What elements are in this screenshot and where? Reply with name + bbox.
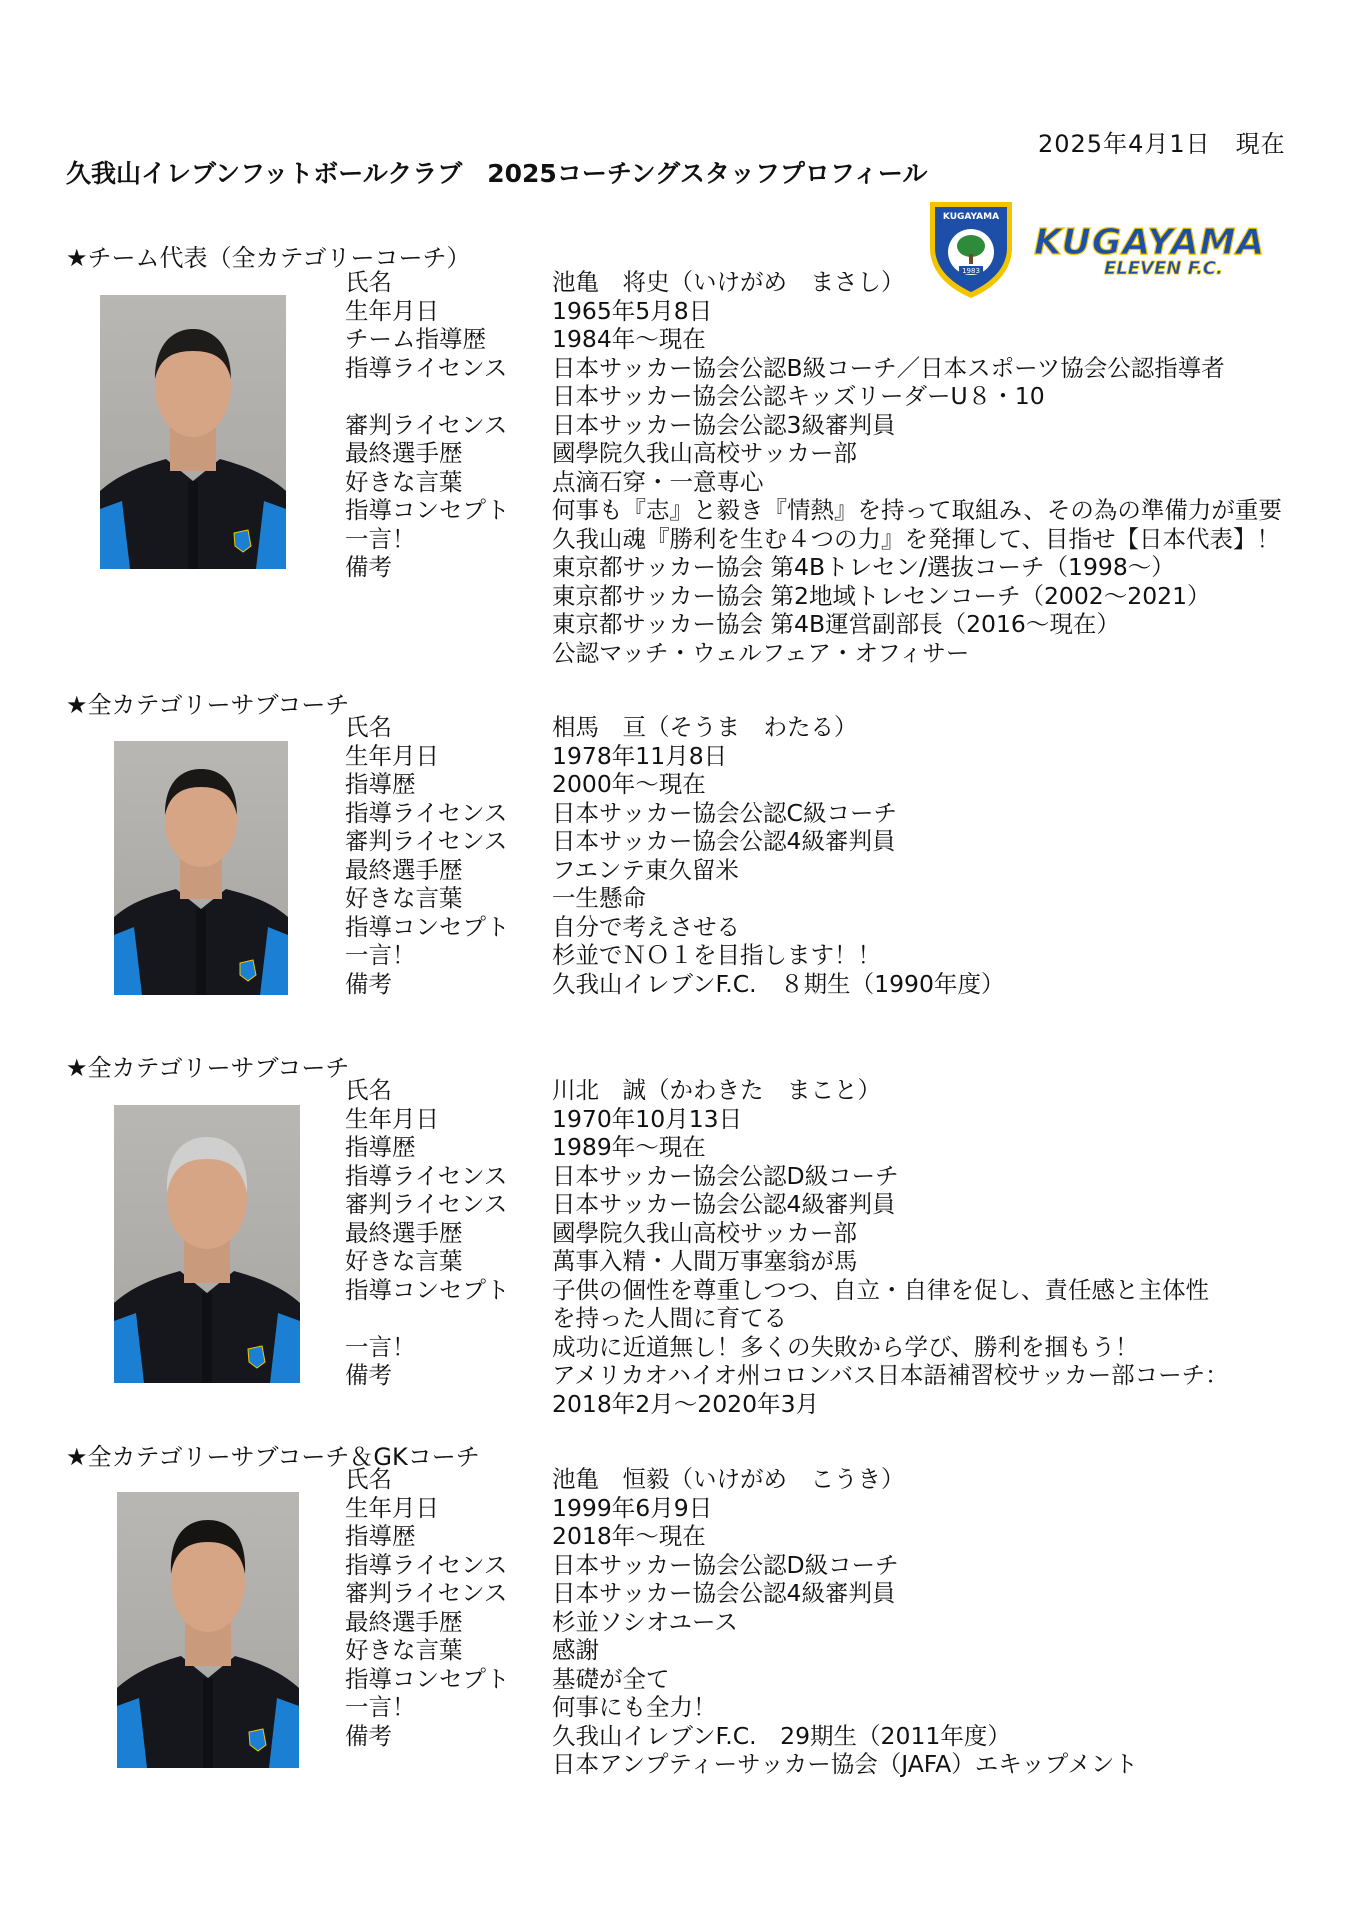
row-value: 一生懸命 [552, 884, 646, 912]
row-label: 審判ライセンス [345, 410, 508, 439]
row-value: 2018年～現在 [552, 1522, 706, 1550]
row-value: 日本サッカー協会公認4級審判員 [552, 1579, 896, 1607]
row-label: 最終選手歴 [345, 439, 463, 467]
row-value: 東京都サッカー協会 第4Bトレセン/選抜コーチ（1998～） [552, 553, 1175, 581]
row-label: 指導コンセプト [345, 1664, 510, 1693]
page-title: 久我山イレブンフットボールクラブ 2025コーチングスタッフプロフィール [66, 159, 928, 188]
svg-text:KUGAYAMA: KUGAYAMA [942, 212, 1000, 222]
row-value: 1999年6月9日 [552, 1493, 713, 1522]
section-heading: ★全カテゴリーサブコーチ [66, 691, 350, 719]
row-label: 氏名 [345, 1076, 392, 1104]
row-label: 指導ライセンス [345, 353, 508, 382]
row-label: 指導ライセンス [345, 1550, 508, 1579]
section-heading: ★チーム代表（全カテゴリーコーチ） [66, 244, 471, 272]
row-label: 生年月日 [345, 1493, 439, 1522]
row-label: 生年月日 [345, 1104, 439, 1133]
section-heading: ★全カテゴリーサブコーチ＆GKコーチ [66, 1443, 480, 1471]
row-value: 日本サッカー協会公認B級コーチ／日本スポーツ協会公認指導者 [552, 353, 1225, 382]
row-value: フエンテ東久留米 [552, 855, 739, 884]
row-value: 東京都サッカー協会 第2地域トレセンコーチ（2002～2021） [552, 581, 1211, 610]
row-value: 子供の個性を尊重しつつ、自立・自律を促し、責任感と主体性 [552, 1275, 1210, 1304]
row-label: 指導歴 [345, 770, 416, 798]
row-label: 氏名 [345, 268, 392, 296]
row-label: 氏名 [345, 1465, 392, 1493]
row-value: 日本アンプティーサッカー協会（JAFA）エキップメント [552, 1750, 1138, 1778]
row-label: 最終選手歴 [345, 855, 463, 884]
svg-text:KUGAYAMA: KUGAYAMA [1034, 222, 1266, 263]
row-value: 1984年～現在 [552, 325, 706, 353]
row-value: 日本サッカー協会公認D級コーチ [552, 1550, 899, 1579]
svg-text:1983: 1983 [962, 267, 980, 275]
row-value: 公認マッチ・ウェルフェア・オフィサー [552, 638, 970, 667]
row-value: 萬事入精・人間万事塞翁が馬 [552, 1247, 858, 1275]
row-value: 1978年11月8日 [552, 741, 728, 770]
row-label: 好きな言葉 [345, 1636, 463, 1664]
row-label: 好きな言葉 [345, 467, 463, 496]
row-value: 日本サッカー協会公認D級コーチ [552, 1161, 899, 1190]
row-value: 國學院久我山高校サッカー部 [552, 1218, 858, 1247]
row-value: アメリカオハイオ州コロンバス日本語補習校サッカー部コーチ： [552, 1361, 1229, 1389]
row-label: 指導歴 [345, 1133, 416, 1161]
row-value: 川北 誠（かわきた まこと） [552, 1076, 881, 1104]
row-value: 2018年2月～2020年3月 [552, 1389, 820, 1418]
coach-photo [117, 1492, 299, 1768]
row-value: 何事も『志』と毅き『情熱』を持って取組み、その為の準備力が重要 [552, 496, 1282, 524]
row-label: 備考 [345, 553, 392, 581]
row-value: 日本サッカー協会公認C級コーチ [552, 798, 897, 827]
row-value: 1965年5月8日 [552, 296, 713, 325]
row-value: 2000年～現在 [552, 770, 706, 798]
row-label: 備考 [345, 1361, 392, 1389]
row-label: 生年月日 [345, 296, 439, 325]
row-value: 久我山魂『勝利を生む４つの力』を発揮して、目指せ【日本代表】！ [552, 524, 1281, 553]
row-value: 池亀 恒毅（いけがめ こうき） [552, 1465, 905, 1493]
section-heading: ★全カテゴリーサブコーチ [66, 1054, 350, 1082]
row-value: を持った人間に育てる [552, 1304, 787, 1332]
row-value: 池亀 将史（いけがめ まさし） [552, 268, 905, 296]
row-label: 好きな言葉 [345, 1247, 463, 1275]
row-label: 審判ライセンス [345, 1190, 508, 1218]
row-value: 國學院久我山高校サッカー部 [552, 439, 858, 467]
svg-text:ELEVEN F.C.: ELEVEN F.C. [1104, 258, 1223, 278]
row-value: 相馬 亘（そうま わたる） [552, 713, 858, 741]
row-value: 1989年～現在 [552, 1133, 706, 1161]
row-value: 日本サッカー協会公認4級審判員 [552, 1190, 896, 1218]
row-label: 指導コンセプト [345, 1275, 510, 1304]
row-label: 最終選手歴 [345, 1218, 463, 1247]
row-label: チーム指導歴 [345, 325, 486, 353]
row-value: 感謝 [552, 1636, 599, 1664]
row-label: 一言！ [345, 1332, 416, 1361]
row-value: 杉並ソシオユース [552, 1607, 738, 1636]
row-value: 東京都サッカー協会 第4B運営副部長（2016～現在） [552, 610, 1120, 638]
row-value: 杉並でＮＯ１を目指します！！ [552, 941, 881, 969]
row-value: 1970年10月13日 [552, 1104, 743, 1133]
row-label: 最終選手歴 [345, 1607, 463, 1636]
row-value: 何事にも全力！ [552, 1693, 717, 1721]
row-value: 基礎が全て [552, 1664, 670, 1693]
row-value: 自分で考えさせる [552, 912, 740, 941]
row-label: 指導コンセプト [345, 496, 510, 524]
row-label: 好きな言葉 [345, 884, 463, 912]
row-label: 指導ライセンス [345, 1161, 508, 1190]
row-label: 指導コンセプト [345, 912, 510, 941]
row-value: 日本サッカー協会公認3級審判員 [552, 410, 896, 439]
row-value: 久我山イレブンF.C. 29期生（2011年度） [552, 1721, 1011, 1750]
row-label: 指導歴 [345, 1522, 416, 1550]
row-label: 備考 [345, 969, 392, 998]
row-label: 氏名 [345, 713, 392, 741]
row-value: 日本サッカー協会公認キッズリーダーU８・10 [552, 382, 1045, 410]
coach-photo [114, 1105, 300, 1383]
row-label: 審判ライセンス [345, 1579, 508, 1607]
as-of-date: 2025年4月1日 現在 [1038, 130, 1286, 158]
row-value: 点滴石穿・一意専心 [552, 467, 764, 496]
row-label: 一言！ [345, 524, 416, 553]
row-label: 一言！ [345, 941, 416, 969]
row-label: 生年月日 [345, 741, 439, 770]
row-value: 成功に近道無し！多くの失敗から学び、勝利を掴もう！ [552, 1332, 1139, 1361]
row-label: 指導ライセンス [345, 798, 508, 827]
row-label: 一言！ [345, 1693, 416, 1721]
club-badge-logo [926, 196, 1016, 300]
row-value: 日本サッカー協会公認4級審判員 [552, 827, 896, 855]
club-wordmark-logo [1030, 222, 1290, 278]
row-label: 備考 [345, 1721, 392, 1750]
row-label: 審判ライセンス [345, 827, 508, 855]
coach-photo [114, 741, 288, 995]
coach-photo [100, 295, 286, 569]
row-value: 久我山イレブンF.C. ８期生（1990年度） [552, 969, 1005, 998]
